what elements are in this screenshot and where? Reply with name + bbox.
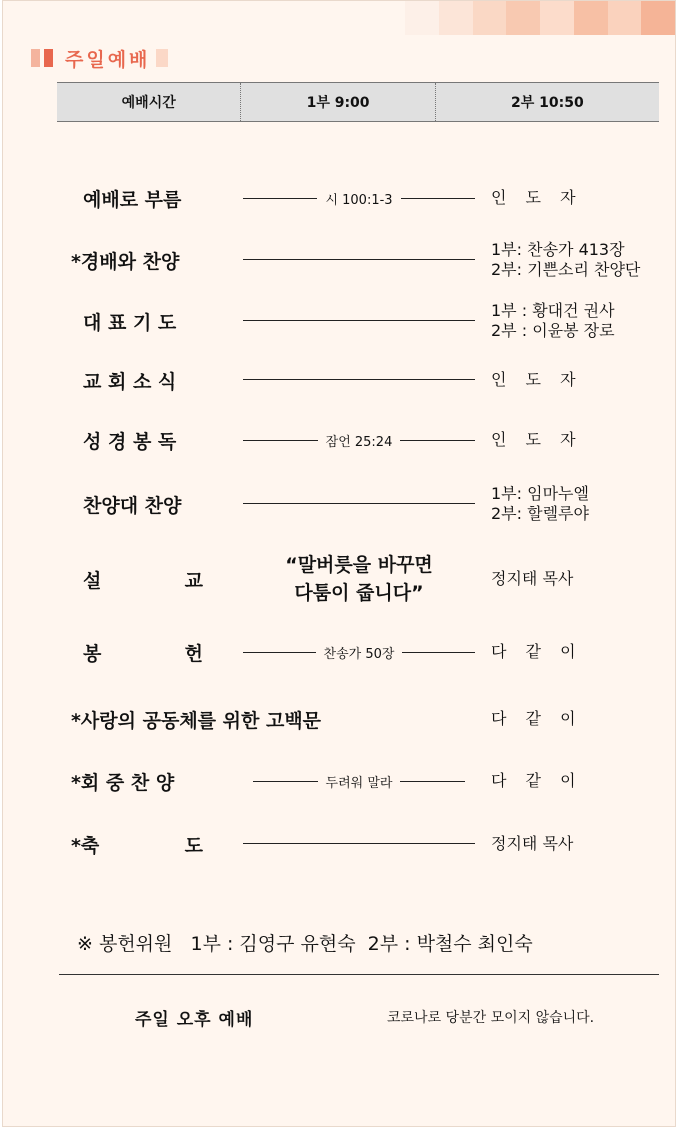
table-header-second-service: 2부 10:50 <box>435 83 659 121</box>
offering-committee: ※ 봉헌위원 1부 : 김영구 유현숙 2부 : 박철수 최인숙 <box>77 933 533 955</box>
order-label: 교 회 소 식 <box>83 370 177 393</box>
order-row <box>3 549 676 609</box>
order-line <box>243 503 475 504</box>
order-label: 예배로 부름 <box>83 188 182 211</box>
order-row <box>3 819 676 869</box>
order-leader: 인 도 자 <box>491 430 583 449</box>
page-title: 주일예배 <box>65 48 151 71</box>
order-detail: 두려워 말라 <box>253 772 465 790</box>
afternoon-service-note: 코로나로 당분간 모이지 않습니다. <box>387 1010 595 1026</box>
order-leader: 다 같 이 <box>491 771 583 790</box>
afternoon-service-label: 주일 오후 예배 <box>135 1010 254 1030</box>
order-label: 성 경 봉 독 <box>83 430 177 453</box>
order-label: 찬양대 찬양 <box>83 494 182 517</box>
order-leader: 정지태 목사 <box>491 569 574 588</box>
order-row <box>3 235 676 285</box>
order-line <box>243 320 475 321</box>
order-row <box>3 415 676 465</box>
order-leader: 다 같 이 <box>491 709 583 728</box>
order-leader: 1부: 찬송가 413장 2부: 기쁜소리 찬양단 <box>491 240 641 279</box>
order-row <box>3 694 676 744</box>
order-row <box>3 173 676 223</box>
header-bar-icon <box>156 49 168 67</box>
order-label: *경배와 찬양 <box>71 250 180 273</box>
order-row <box>3 627 676 677</box>
header-bar-icon <box>31 49 40 67</box>
order-leader: 1부: 임마누엘 2부: 할렐루야 <box>491 484 589 523</box>
order-detail: 잠언 25:24 <box>243 431 475 449</box>
order-line <box>243 379 475 380</box>
order-leader: 다 같 이 <box>491 642 583 661</box>
bulletin-page <box>2 0 676 1127</box>
order-label: 설 교 <box>83 569 203 592</box>
order-label: *회 중 찬 양 <box>71 771 175 794</box>
order-line <box>243 259 475 260</box>
order-row <box>3 355 676 405</box>
order-label: 봉 헌 <box>83 642 203 665</box>
sermon-title: “말버릇을 바꾸면 다툼이 줍니다” <box>285 554 433 604</box>
order-detail: 찬송가 50장 <box>243 643 475 661</box>
order-label: *사랑의 공동체를 위한 고백문 <box>71 709 322 732</box>
table-header-first-service: 1부 9:00 <box>240 83 434 121</box>
order-leader: 인 도 자 <box>491 370 583 389</box>
order-leader: 정지태 목사 <box>491 834 574 853</box>
order-line <box>243 843 475 844</box>
section-header <box>31 45 172 71</box>
order-leader: 1부 : 황대건 권사 2부 : 이윤봉 장로 <box>491 301 615 340</box>
order-row <box>3 479 676 529</box>
header-bar-icon <box>44 49 53 67</box>
divider <box>59 974 659 975</box>
order-row <box>3 756 676 806</box>
table-header-service-time: 예배시간 <box>121 95 176 111</box>
order-label: *축 도 <box>71 834 203 857</box>
order-label: 대 표 기 도 <box>83 311 177 334</box>
header-decoration <box>405 1 675 35</box>
order-row <box>3 296 676 346</box>
order-detail: 시 100:1-3 <box>243 189 475 207</box>
order-leader: 인 도 자 <box>491 188 583 207</box>
service-time-table <box>57 82 659 122</box>
